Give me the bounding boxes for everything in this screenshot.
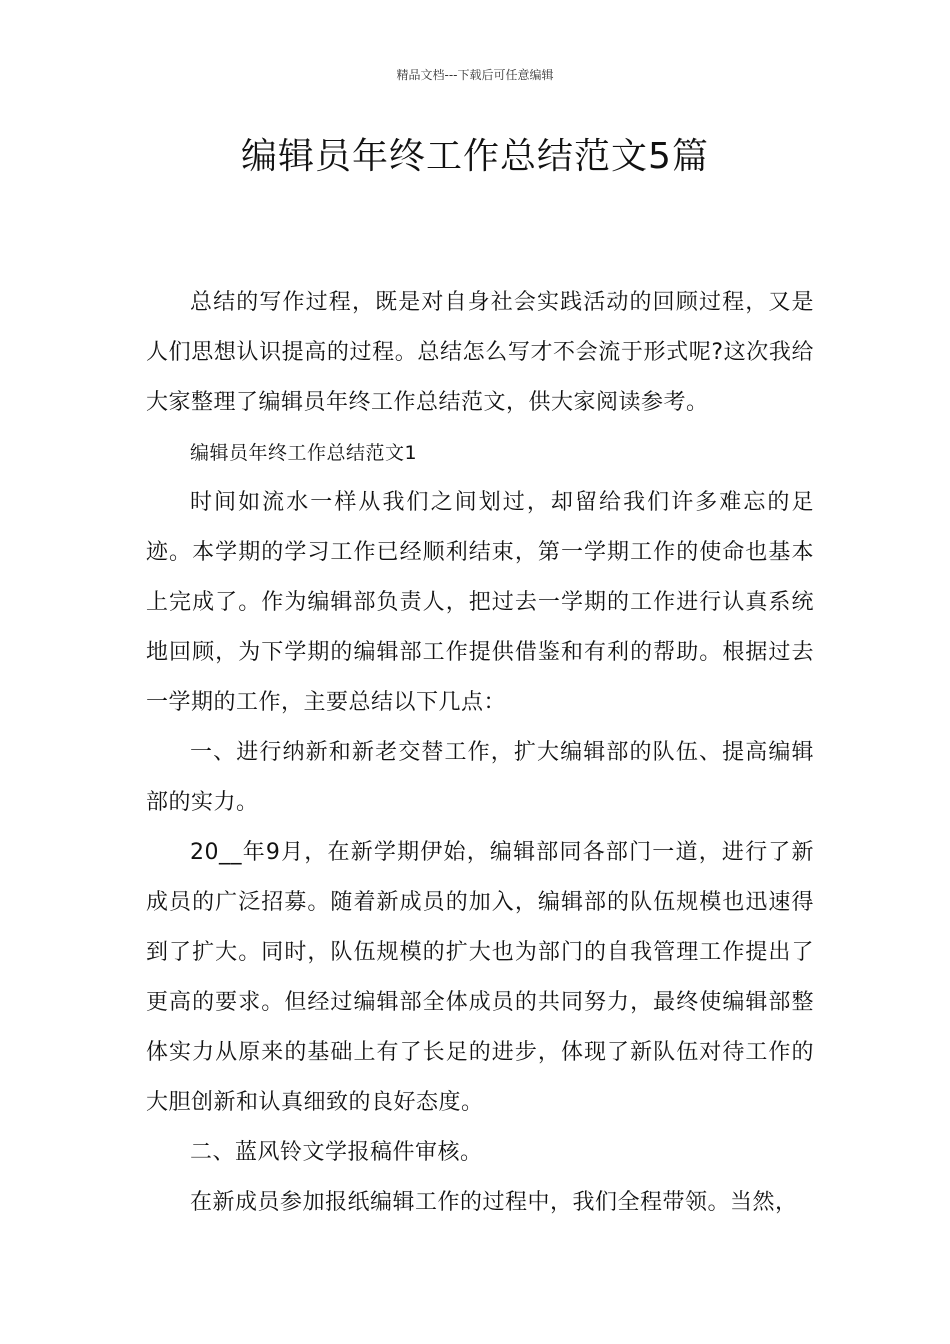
point-two-paragraph: 二、蓝风铃文学报稿件审核。 [190,1140,483,1165]
document-title: 编辑员年终工作总结范文5篇 [241,136,709,177]
body-paragraph: 时间如流水一样从我们之间划过，却留给我们许多难忘的足迹。本学期的学习工作已经顺利结束，第一学期工作的使命也基本上完成了。作为编辑部负责人，把过去一学期的工作进行认真系统地回顾，为下学期的编辑部工作提供借鉴和有利的帮助。根据过去一学期的工作，主要总结以下几点： [146,490,814,715]
document-body [146,278,814,1228]
intro-paragraph: 总结的写作过程，既是对自身社会实践活动的回顾过程，又是人们思想认识提高的过程。总结怎么写才不会流于形式呢?这次我给大家整理了编辑员年终工作总结范文，供大家阅读参考。 [146,290,814,415]
body-paragraph: 20__年9月，在新学期伊始，编辑部同各部门一道，进行了新成员的广泛招募。随着新成员的加入，编辑部的队伍规模也迅速得到了扩大。同时，队伍规模的扩大也为部门的自我管理工作提出了更高的要求。但经过编辑部全体成员的共同努力，最终使编辑部整体实力从原来的基础上有了长足的进步，体现了新队伍对待工作的大胆创新和认真细致的良好态度。 [146,840,814,1115]
header-note: 精品文档---下载后可任意编辑 [396,68,554,82]
section-heading-1: 编辑员年终工作总结范文1 [190,442,418,464]
body-paragraph: 在新成员参加报纸编辑工作的过程中，我们全程带领。当然， [190,1190,798,1215]
point-one-paragraph: 一、进行纳新和新老交替工作，扩大编辑部的队伍、提高编辑部的实力。 [146,740,814,815]
